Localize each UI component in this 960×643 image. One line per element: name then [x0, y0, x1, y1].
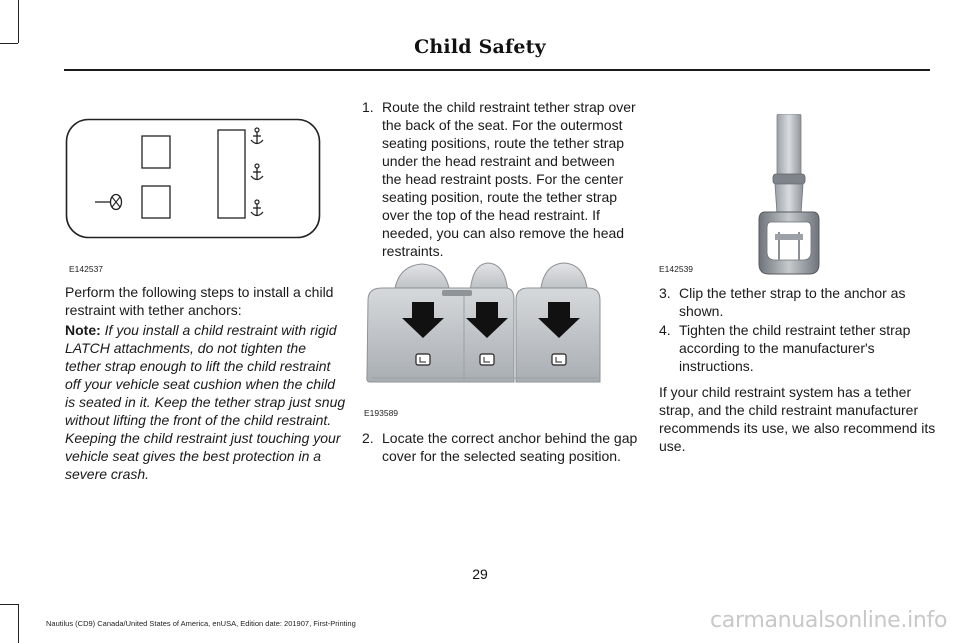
step-line: according to the manufacturer's — [679, 340, 875, 356]
note-label: Note: — [65, 322, 101, 338]
note-line: Keeping the child restraint just touching your — [65, 430, 341, 446]
step-number: 2. — [362, 430, 374, 446]
step-line: Route the child restraint tether strap over — [382, 99, 636, 115]
figure-code: E193589 — [364, 408, 399, 418]
step-line: shown. — [679, 303, 724, 319]
rear-seats-illustration — [364, 260, 602, 386]
step-line: instructions. — [679, 358, 754, 374]
step-number: 3. — [659, 285, 671, 301]
step-line: over the top of the head restraint. If — [382, 207, 600, 223]
step-line: Locate the correct anchor behind the gap — [382, 430, 638, 446]
header-rule — [64, 69, 930, 71]
anchor-icon — [251, 200, 263, 216]
step-1 — [362, 98, 637, 260]
figure-code: E142537 — [69, 264, 104, 274]
step-number: 4. — [659, 322, 671, 338]
crop-mark — [18, 604, 19, 643]
note-line: tether strap enough to lift the child restraint — [65, 358, 331, 374]
step-number: 1. — [362, 99, 374, 115]
note-line: off your vehicle seat cushion when the child — [65, 376, 336, 392]
tether-anchor-symbol — [480, 354, 494, 365]
tether-anchor-symbol — [552, 354, 566, 365]
tether-anchor-symbol — [416, 354, 430, 365]
note-line: If you install a child restraint with rigid — [104, 322, 337, 338]
note-line: vehicle seat gives the best protection in a — [65, 448, 322, 464]
tether-anchor-diagram — [65, 118, 321, 239]
anchor-icon — [251, 164, 263, 180]
closing-paragraph — [659, 383, 939, 455]
edition-footer: Nautilus (CD9) Canada/United States of America, enUSA, Edition date: 201907, First-Printing — [46, 619, 356, 628]
intro-paragraph: Perform the following steps to install a child restraint with tether anchors: — [65, 284, 334, 318]
step-2 — [362, 429, 637, 467]
figure-code: E142539 — [659, 264, 694, 274]
closing-line: If your child restraint system has a tether — [659, 384, 912, 400]
step-line: restraints. — [382, 243, 444, 259]
step-3 — [659, 284, 934, 322]
step-line: seating positions, route the tether strap — [382, 135, 625, 151]
page-title: Child Safety — [414, 36, 546, 58]
note-line: LATCH attachments, do not tighten the — [65, 340, 306, 356]
step-line: the back of the seat. For the outermost — [382, 117, 623, 133]
note-line: is seated in it. Keep the tether strap just snug — [65, 394, 346, 410]
anchor-icon — [251, 128, 263, 144]
page-number: 29 — [472, 566, 488, 582]
note-paragraph — [65, 321, 346, 483]
step-line: needed, you can also remove the head — [382, 225, 625, 241]
tether-hook-illustration — [757, 114, 825, 276]
closing-line: recommends its use, we also recommend its — [659, 420, 936, 436]
closing-line: strap, and the child restraint manufacturer — [659, 402, 919, 418]
closing-line: use. — [659, 438, 686, 454]
step-line: Clip the tether strap to the anchor as — [679, 285, 906, 301]
step-line: under the head restraint and between — [382, 153, 615, 169]
step-line: the head restraint posts. For the center — [382, 171, 624, 187]
crop-mark — [0, 604, 18, 605]
watermark: carmanualsonline.info — [710, 608, 948, 633]
step-line: seating position, route the tether strap — [382, 189, 618, 205]
note-line: without lifting the front of the child restraint. — [65, 412, 332, 428]
step-4 — [659, 321, 934, 377]
step-line: Tighten the child restraint tether strap — [679, 322, 911, 338]
step-line: cover for the selected seating position. — [382, 448, 621, 464]
note-line: severe crash. — [65, 466, 150, 482]
